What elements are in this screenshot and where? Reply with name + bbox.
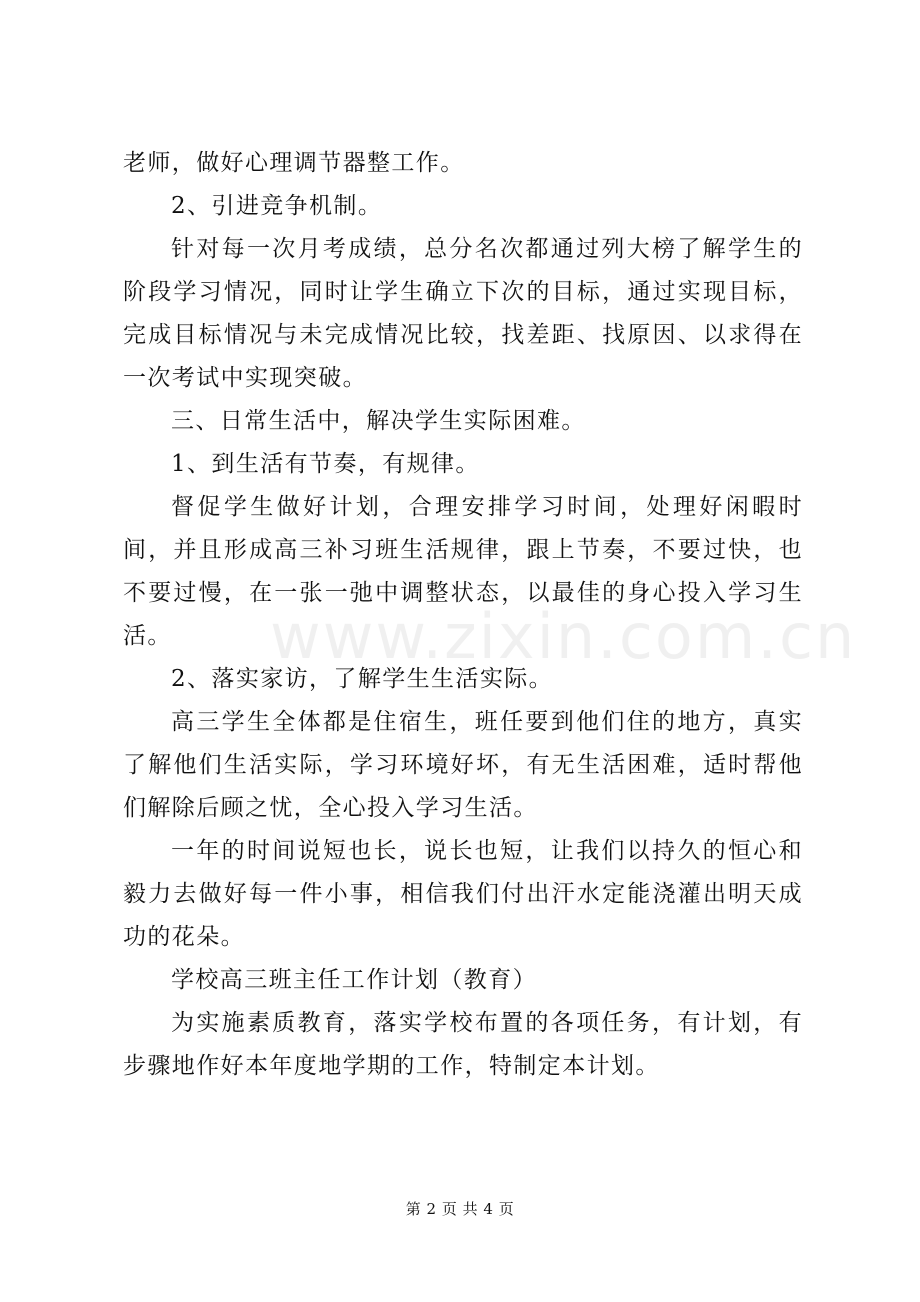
paragraph-3: 针对每一次月考成绩，总分名次都通过列大榜了解学生的阶段学习情况，同时让学生确立下次的目标，通过实现目标，完成目标情况与未完成情况比较，找差距、找原因、以求得在一次考试中实现突破。	[123, 236, 803, 391]
body-text	[123, 142, 803, 1088]
paragraph-11: 为实施素质教育，落实学校布置的各项任务，有计划，有步骤地作好本年度地学期的工作，特制定本计划。	[123, 1010, 803, 1079]
page-footer: 第 2 页 共 4 页	[405, 1200, 515, 1218]
paragraph-5: 1、到生活有节奏，有规律。	[171, 451, 480, 477]
paragraph-1: 老师，做好心理调节器整工作。	[123, 150, 465, 176]
watermark: www.zixin.com.cn	[270, 600, 857, 673]
paragraph-6: 督促学生做好计划，合理安排学习时间，处理好闲暇时间，并且形成高三补习班生活规律，跟上节奏，不要过快，也不要过慢，在一张一弛中调整状态，以最佳的身心投入学习生活。	[123, 494, 803, 649]
paragraph-4: 三、日常生活中，解决学生实际困难。	[171, 408, 586, 434]
paragraph-9: 一年的时间说短也长，说长也短，让我们以持久的恒心和毅力去做好每一件小事，相信我们付出汗水定能浇灌出明天成功的花朵。	[123, 838, 803, 950]
paragraph-2: 2、引进竞争机制。	[171, 193, 383, 219]
paragraph-7: 2、落实家访，了解学生生活实际。	[171, 666, 554, 692]
paragraph-8: 高三学生全体都是住宿生，班任要到他们住的地方，真实了解他们生活实际，学习环境好坏，有无生活困难，适时帮他们解除后顾之忧，全心投入学习生活。	[123, 709, 803, 821]
paragraph-10: 学校高三班主任工作计划（教育）	[171, 967, 537, 993]
